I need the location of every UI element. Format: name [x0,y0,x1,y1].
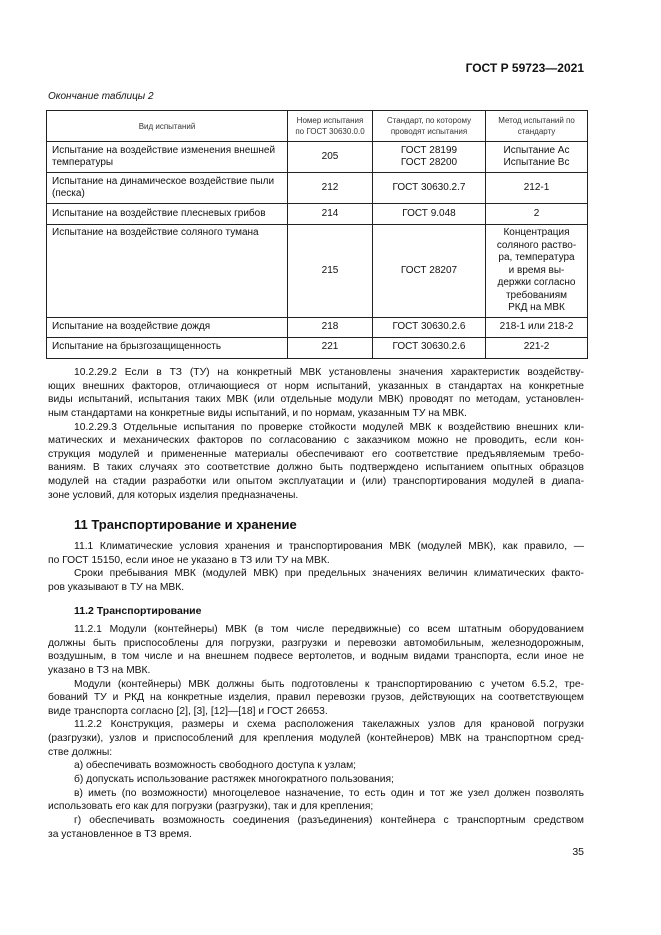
text-line: указано в ТЗ на МВК. [48,664,151,676]
table-cell: Испытание на динамическое воздействие пыли (песка) [47,173,288,204]
table-cell: ГОСТ 28199 ГОСТ 28200 [373,142,486,173]
text-line: 10.2.29.2 Если в ТЗ (ТУ) на конкретный МВК установлены значения характеристик воздейству- [74,367,584,378]
table-row [47,317,588,337]
text-block-10-2-29 [48,366,584,502]
text-line: виде транспорта согласно [2], [3], [12]—[18] и ГОСТ 26653. [48,705,328,717]
paragraph [48,567,584,594]
text-line: по ГОСТ 15150, если иное не указано в ТЗ или ТУ на МВК. [48,554,330,566]
table-cell: Испытание Ас Испытание Вс [486,142,588,173]
text-line: 11.2.1 Модули (контейнеры) МВК (в том числе передвижные) со всем штатным оборудованием [74,624,584,635]
paragraph [48,366,584,421]
table-caption: Окончание таблицы 2 [48,91,154,102]
table-cell: Испытание на воздействие дождя [47,317,288,337]
text-line: б) допускать использование растяжек многократного пользования; [74,774,394,786]
table-cell: 218 [288,317,373,337]
table-cell: 214 [288,204,373,225]
text-line: использовать его как для погрузки (разгрузки), так и для крепления; [48,801,374,813]
column-header: Номер испытания по ГОСТ 30630.0.0 [288,111,373,142]
table-cell: Испытание на брызгозащищенность [47,337,288,358]
table-cell: 218-1 или 218-2 [486,317,588,337]
table-cell: Испытание на воздействие изменения внешней температуры [47,142,288,173]
text-line: бований ТУ и РКД на конкретные изделия, правил перевозки грузов, действующих на соответствующем [48,692,584,704]
table-cell: Испытание на воздействие соляного тумана [47,225,288,318]
text-line: а) обеспечивать возможность свободного доступа к узлам; [74,760,357,772]
table-cell: ГОСТ 28207 [373,225,486,318]
table-header-row [47,111,588,142]
text-line: ным стандартами на конкретные виды испытаний, и по нормам, указанным ТУ на МВК. [48,407,467,419]
text-line: Сроки пребывания МВК (модулей МВК) при предельных значениях величин климатических факто- [74,568,584,580]
table-cell: ГОСТ 30630.2.6 [373,317,486,337]
text-line: г) обеспечивать возможность соединения (разъединения) контейнера с транспортным средством [74,814,584,826]
paragraph [48,773,584,787]
table-cell: 221 [288,337,373,358]
text-line: должны быть приспособлены для погрузки, разгрузки и перевозки автомобильным, железнодорожным, [48,637,584,649]
text-line: струкция модулей и примененные материалы обеспечивают его соответствие предъявляемым требо- [48,448,584,460]
text-line: ющих внешних факторов, отличающиеся от норм испытаний, указанных в стандартах на конкретные [48,380,584,392]
table-row [47,225,588,318]
page-number: 35 [572,846,584,858]
text-line: ваниям. В таких случаях это соответствие должно быть подтверждено испытанием опытных образцов [48,462,584,474]
table-cell: 221-2 [486,337,588,358]
subsection-heading: 11.2 Транспортирование [74,605,202,617]
table-cell: Концентрация соляного раство- ра, температура и время вы- держки согласно требованиям РКД на МВК [486,225,588,318]
text-line: в) иметь (по возможности) многоцелевое назначение, то есть один и тот же узел должен позволять [74,787,584,799]
text-line: зоне условий, для которых изделия предназначены. [48,489,299,501]
paragraph [48,718,584,759]
text-line: 11.1 Климатические условия хранения и транспортирования МВК (модулей МВК), как правило, — [74,541,584,552]
text-line: 10.2.29.3 Отдельные испытания по проверке стойкости модулей МВК к воздействию внешних кли- [74,421,584,433]
table-cell: 212 [288,173,373,204]
column-header: Вид испытаний [47,111,288,142]
text-line: модулей на стадии разработки или опытом эксплуатации и (или) транспортирования модулей в диапа- [48,476,584,488]
paragraph [48,787,584,814]
table-cell: 2 [486,204,588,225]
paragraph [48,623,584,678]
text-line: ров указывают в ТУ на МВК. [48,581,185,593]
column-header: Метод испытаний по стандарту [486,111,588,142]
text-line: стве должны: [48,746,113,758]
paragraph [48,814,584,841]
column-header: Стандарт, по которому проводят испытания [373,111,486,142]
document-id-header: ГОСТ Р 59723—2021 [465,61,584,75]
table-row [47,204,588,225]
text-block-11-1 [48,540,584,595]
text-line: виды испытаний, испытания таких МВК (или отдельные модули МВК) проводят по методам, установлен- [48,394,584,406]
section-heading: 11 Транспортирование и хранение [74,517,297,532]
table-cell: 212-1 [486,173,588,204]
paragraph [48,678,584,719]
text-line: воздушным, в том числе и на внешнем подвесе вертолетов, и водным видами транспорта, если иное не [48,651,584,663]
table-cell: 215 [288,225,373,318]
text-block-11-2 [48,623,584,841]
text-line: за установленное в ТЗ время. [48,828,192,840]
text-line: Модули (контейнеры) МВК должны быть подготовлены к транспортированию с учетом 6.5.2, тре- [74,678,584,690]
tests-table [46,110,588,359]
table-cell: ГОСТ 30630.2.6 [373,337,486,358]
table-cell: ГОСТ 9.048 [373,204,486,225]
table-row [47,337,588,358]
table-row [47,173,588,204]
paragraph [48,421,584,503]
paragraph [48,540,584,567]
table-cell: 205 [288,142,373,173]
text-line: матических и механических факторов по согласованию с заказчиком можно не проводить, если кон- [48,435,584,447]
table-row [47,142,588,173]
table-cell: Испытание на воздействие плесневых грибов [47,204,288,225]
text-line: (разгрузки), узлов и приспособлений для крепления модулей (контейнеров) МВК на транспортном сред- [48,733,584,745]
table-cell: ГОСТ 30630.2.7 [373,173,486,204]
text-line: 11.2.2 Конструкция, размеры и схема расположения такелажных узлов для крановой погрузки [74,719,584,731]
paragraph [48,759,584,773]
